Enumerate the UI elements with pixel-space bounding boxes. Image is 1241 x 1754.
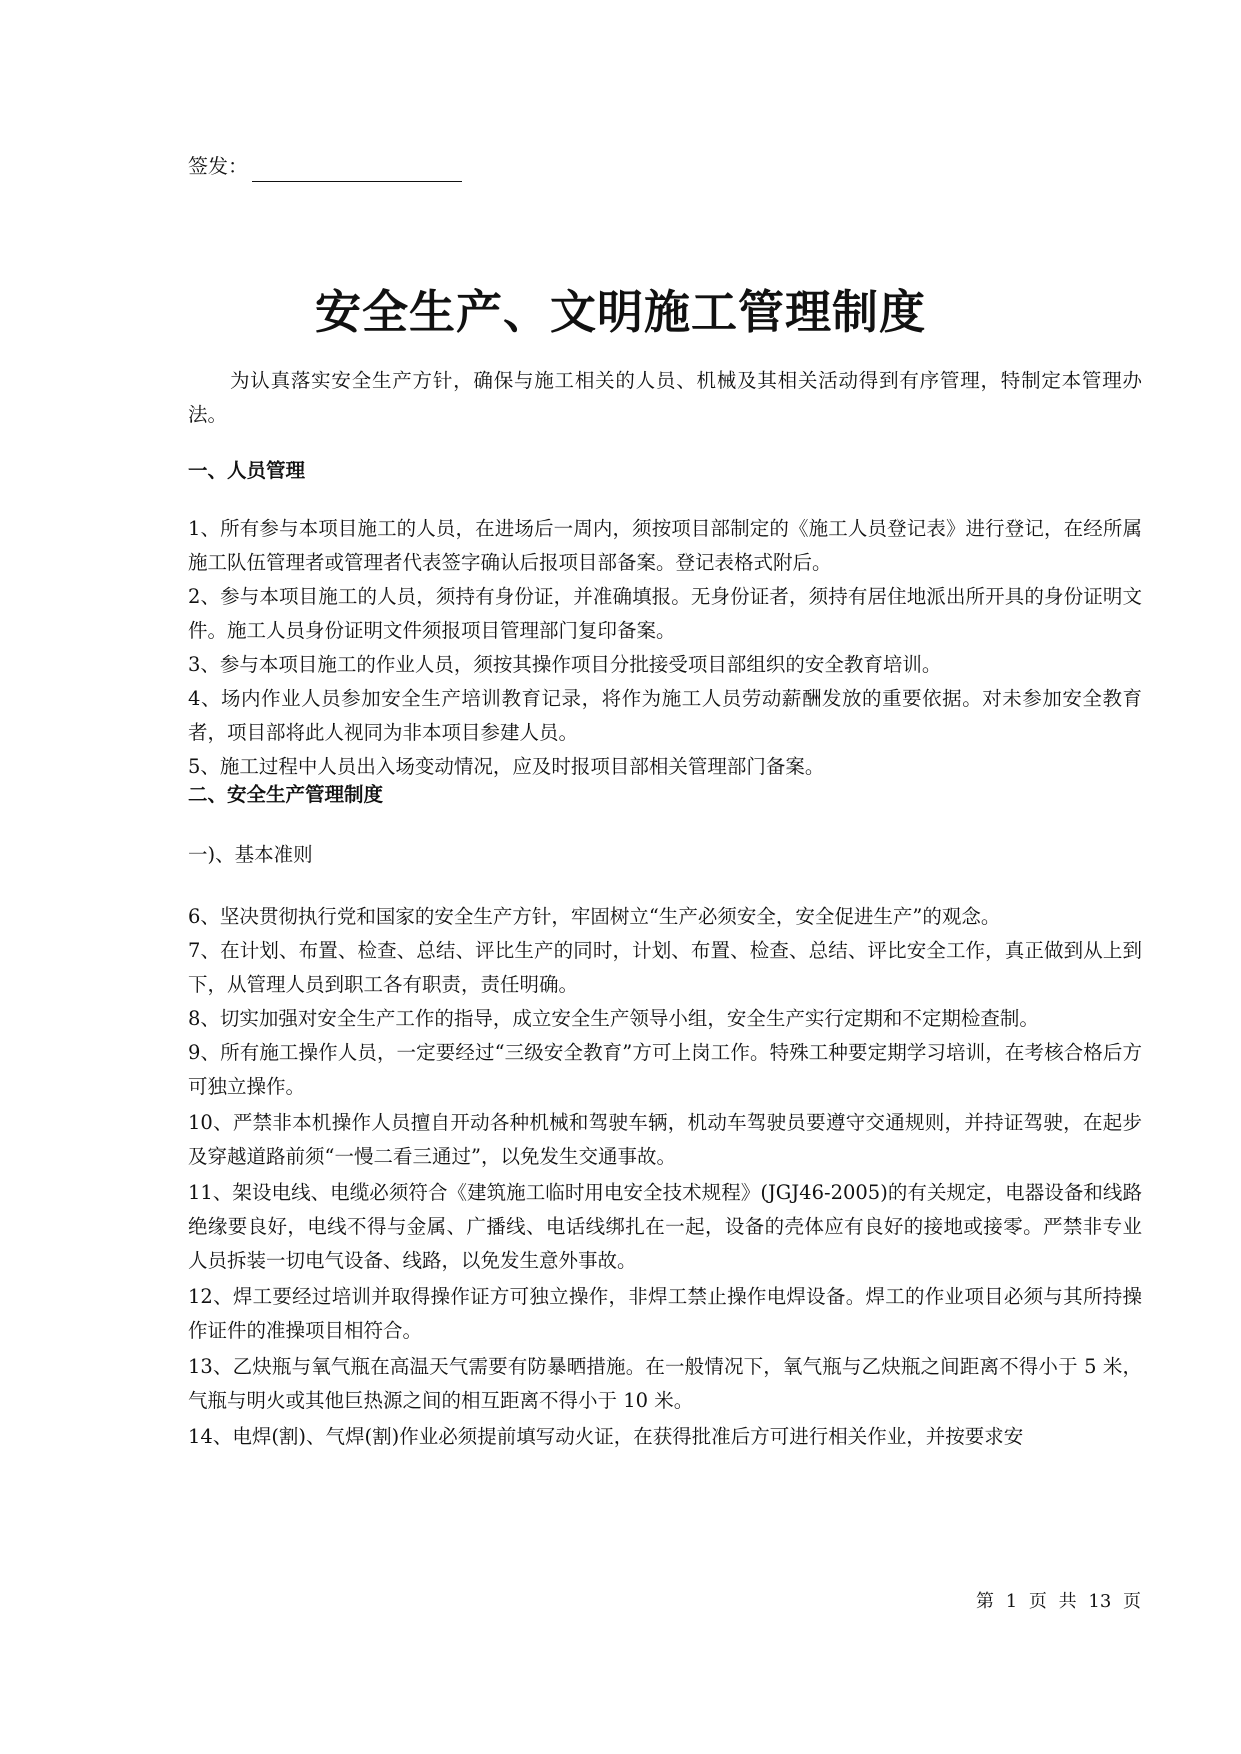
list-item: 4、场内作业人员参加安全生产培训教育记录，将作为施工人员劳动薪酬发放的重要依据。对未参加安全教育者，项目部将此人视同为非本项目参建人员。: [188, 687, 1142, 744]
list-item: 11、架设电线、电缆必须符合《建筑施工临时用电安全技术规程》(JGJ46-2005)的有关规定，电器设备和线路绝缘要良好，电线不得与金属、广播线、电话线绑扎在一起，设备的壳体应有良好的接地或接零。严禁非专业人员拆装一切电气设备、线路，以免发生意外事故。: [188, 1181, 1142, 1272]
section-heading-personnel: 一、人员管理: [188, 459, 306, 482]
subsection-heading-basic-rules: 一)、基本准则: [188, 843, 313, 866]
list-item: 7、在计划、布置、检查、总结、评比生产的同时，计划、布置、检查、总结、评比安全工作，真正做到从上到下，从管理人员到职工各有职责，责任明确。: [188, 939, 1142, 996]
sign-off-label: 签发：: [188, 154, 248, 178]
personnel-list: [188, 512, 1142, 784]
page-number: 第 1 页 共 13 页: [976, 1591, 1141, 1612]
sign-off-row: [188, 150, 462, 182]
document-title: 安全生产、文明施工管理制度: [315, 285, 926, 339]
list-item: 12、焊工要经过培训并取得操作证方可独立操作，非焊工禁止操作电焊设备。焊工的作业项目必须与其所持操作证件的准操项目相符合。: [188, 1285, 1142, 1342]
list-item: 5、施工过程中人员出入场变动情况，应及时报项目部相关管理部门备案。: [188, 755, 825, 778]
section-heading-safety: 二、安全生产管理制度: [188, 783, 384, 806]
intro-paragraph: 为认真落实安全生产方针，确保与施工相关的人员、机械及其相关活动得到有序管理，特制定本管理办法。: [188, 369, 1142, 426]
list-item: 2、参与本项目施工的人员，须持有身份证，并准确填报。无身份证者，须持有居住地派出所开具的身份证明文件。施工人员身份证明文件须报项目管理部门复印备案。: [188, 585, 1142, 642]
list-item: 3、参与本项目施工的作业人员，须按其操作项目分批接受项目部组织的安全教育培训。: [188, 653, 942, 676]
list-item: 14、电焊(割)、气焊(割)作业必须提前填写动火证，在获得批准后方可进行相关作业，并按要求安: [188, 1425, 1024, 1448]
list-item: 10、严禁非本机操作人员擅自开动各种机械和驾驶车辆，机动车驾驶员要遵守交通规则，并持证驾驶，在起步及穿越道路前须“一慢二看三通过”，以免发生交通事故。: [188, 1111, 1142, 1168]
safety-list-a: [188, 900, 1142, 1036]
list-item: 1、所有参与本项目施工的人员，在进场后一周内，须按项目部制定的《施工人员登记表》进行登记，在经所属施工队伍管理者或管理者代表签字确认后报项目部备案。登记表格式附后。: [188, 517, 1142, 574]
list-item: 6、坚决贯彻执行党和国家的安全生产方针，牢固树立“生产必须安全，安全促进生产”的观念。: [188, 905, 1001, 928]
list-item: 9、所有施工操作人员，一定要经过“三级安全教育”方可上岗工作。特殊工种要定期学习培训，在考核合格后方可独立操作。: [188, 1041, 1142, 1098]
list-item: 13、乙炔瓶与氧气瓶在高温天气需要有防暴晒措施。在一般情况下，氧气瓶与乙炔瓶之间距离不得小于 5 米，气瓶与明火或其他巨热源之间的相互距离不得小于 10 米。: [188, 1355, 1142, 1412]
sign-off-blank-line: [252, 157, 462, 182]
list-item: 8、切实加强对安全生产工作的指导，成立安全生产领导小组，安全生产实行定期和不定期检查制。: [188, 1007, 1039, 1030]
